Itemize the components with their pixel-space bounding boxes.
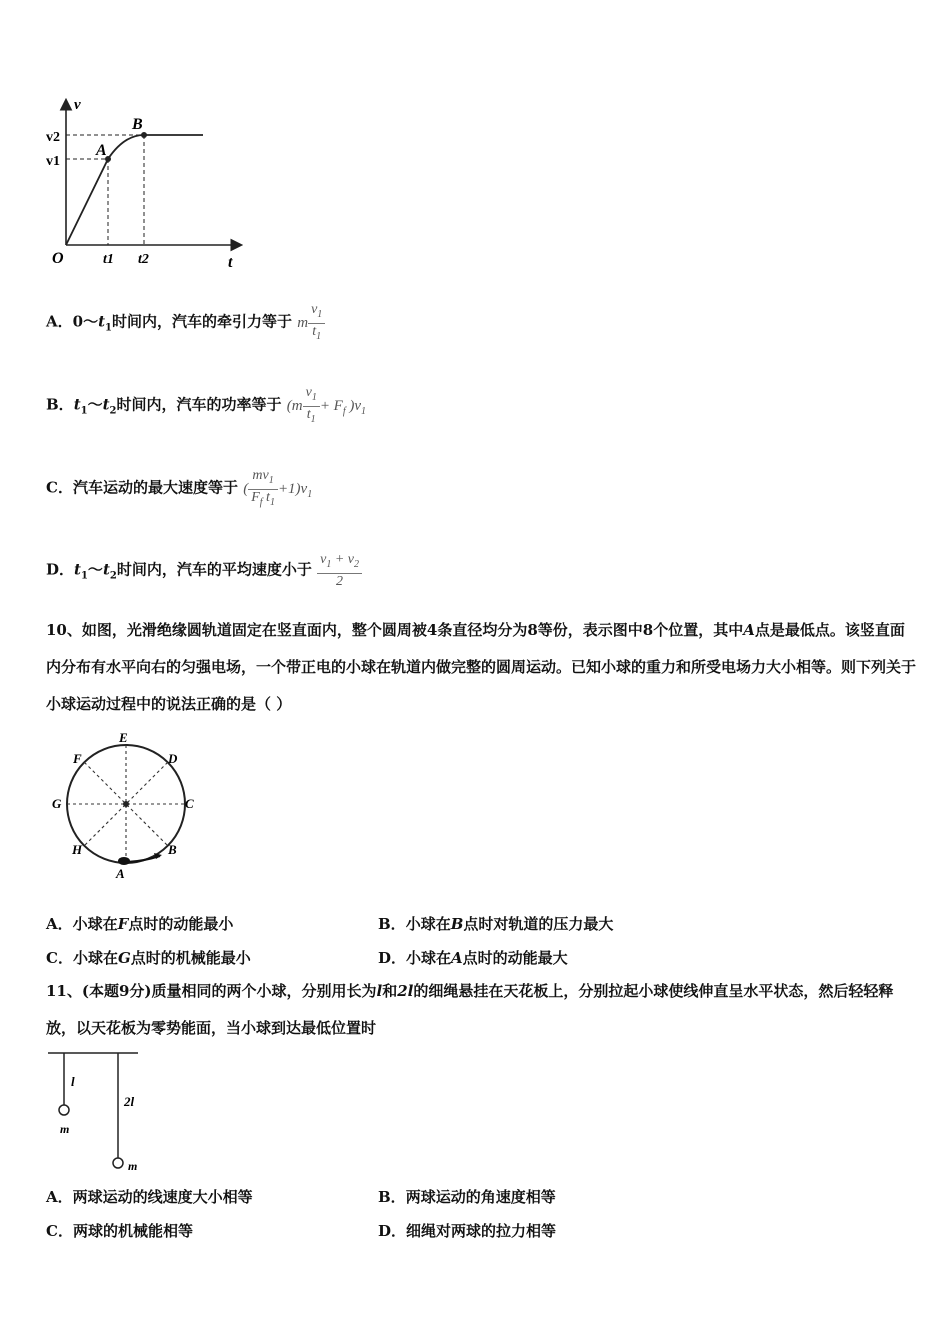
option-letter: C． [46, 949, 73, 967]
q11-option-c[interactable] [46, 1220, 193, 1241]
label-l: l [71, 1074, 75, 1089]
point-a-label: A [96, 142, 107, 159]
option-text: 细绳对两球的拉力相等 [406, 1222, 557, 1240]
q10-option-a[interactable]: A．小球在F点时的动能最小 [46, 915, 234, 933]
option-letter: B． [378, 915, 406, 933]
t2-label: t2 [138, 252, 149, 267]
option-letter: D． [46, 560, 75, 579]
q10-option-d[interactable]: D．小球在A点时的动能最大 [378, 949, 568, 967]
origin-label: O [52, 250, 64, 267]
v-axis-label: v [74, 97, 81, 113]
q9-option-a[interactable]: A．$0\sim t_1$时间内，汽车的牵引力等于 m $\frac{v_1}{t_1}$ [46, 302, 325, 345]
point-b-label: B [132, 116, 143, 133]
formula-m-v1-over-t1: m $\frac{v_1}{t_1}$ [297, 315, 325, 331]
option-letter: C． [46, 1222, 73, 1240]
option-text: 两球运动的线速度大小相等 [72, 1188, 253, 1206]
q9-option-b[interactable]: B．$t_1\sim t_2$时间内，汽车的功率等于 (m $\frac{v_1}{t_1}$ + $F_f$ )$v_1$ [46, 385, 367, 425]
formula-max-speed: ( $\frac{mv_1}{F_f t_1}$ $+1)v_1$ [243, 468, 313, 508]
t1-label: t1 [103, 252, 114, 267]
center-dot [123, 801, 129, 807]
option-letter: B． [378, 1188, 406, 1206]
label-c: C [185, 796, 194, 811]
label-m1: m [60, 1122, 70, 1136]
q10-option-b[interactable]: B．小球在B点时对轨道的压力最大 [378, 915, 614, 933]
option-text: 两球运动的角速度相等 [405, 1188, 556, 1206]
option-letter: A． [46, 1188, 73, 1206]
option-letter: B． [46, 395, 74, 414]
v1-label: v1 [46, 154, 60, 169]
option-letter: A． [46, 312, 73, 331]
label-2l: 2l [124, 1094, 135, 1109]
q9-option-d[interactable]: D．$t_1\sim t_2$时间内，汽车的平均速度小于 $\frac{v_1 + v_2}{2}$ [46, 552, 362, 590]
ball-long [113, 1158, 123, 1168]
q11-option-b[interactable] [378, 1186, 556, 1207]
option-letter: A． [46, 915, 73, 933]
q10-stem: 10、如图，光滑绝缘圆轨道固定在竖直面内，整个圆周被4条直径均分为8等份，表示图中8个位置，其中A点是最低点。该竖直面内分布有水平向右的匀强电场，一个带正电的小球在轨道内做完整的圆周运动。已知小球的重力和所受电场力大小相等。则下列关于小球运动过程中的说法正确的是（ ） [46, 621, 917, 713]
option-letter: D． [378, 949, 407, 967]
velocity-curve [66, 135, 203, 245]
label-g: G [52, 796, 62, 811]
pendulum-diagram [44, 1048, 154, 1178]
label-d: D [168, 751, 178, 766]
q11-stem: 11、(本题9分)质量相同的两个小球，分别用长为l和2l的细绳悬挂在天花板上，分别拉起小球使线伸直呈水平状态，然后轻轻释放，以天花板为零势能面，当小球到达最低位置时 [46, 982, 894, 1037]
q11-option-d[interactable] [378, 1220, 556, 1241]
label-f: F [73, 751, 82, 766]
label-m2: m [128, 1159, 138, 1173]
velocity-time-graph [40, 95, 260, 275]
q11-option-a[interactable] [46, 1186, 253, 1207]
option-text: 时间内，汽车的牵引力等于 [111, 312, 292, 331]
label-e: E [119, 730, 128, 745]
circular-track-diagram [44, 728, 214, 880]
option-text: 时间内，汽车的平均速度小于 [116, 560, 312, 579]
q10-option-c[interactable]: C．小球在G点时的机械能最小 [46, 949, 251, 967]
formula-power: (m $\frac{v_1}{t_1}$ + $F_f$ )$v_1$ [286, 385, 367, 425]
q9-option-c[interactable] [46, 468, 312, 511]
option-text: 两球的机械能相等 [72, 1222, 193, 1240]
option-letter: C． [46, 478, 73, 497]
option-letter: D． [378, 1222, 407, 1240]
t-axis-label: t [228, 254, 233, 271]
label-b: B [168, 842, 177, 857]
label-h: H [72, 842, 83, 857]
v2-label: v2 [46, 130, 60, 145]
ball-short [59, 1105, 69, 1115]
label-a: A [116, 866, 125, 880]
option-text: 汽车运动的最大速度等于 [72, 478, 238, 497]
option-text: 时间内，汽车的功率等于 [116, 395, 282, 414]
motion-arrow [128, 856, 160, 862]
formula-average-speed: $\frac{v_1 + v_2}{2}$ [317, 562, 362, 578]
